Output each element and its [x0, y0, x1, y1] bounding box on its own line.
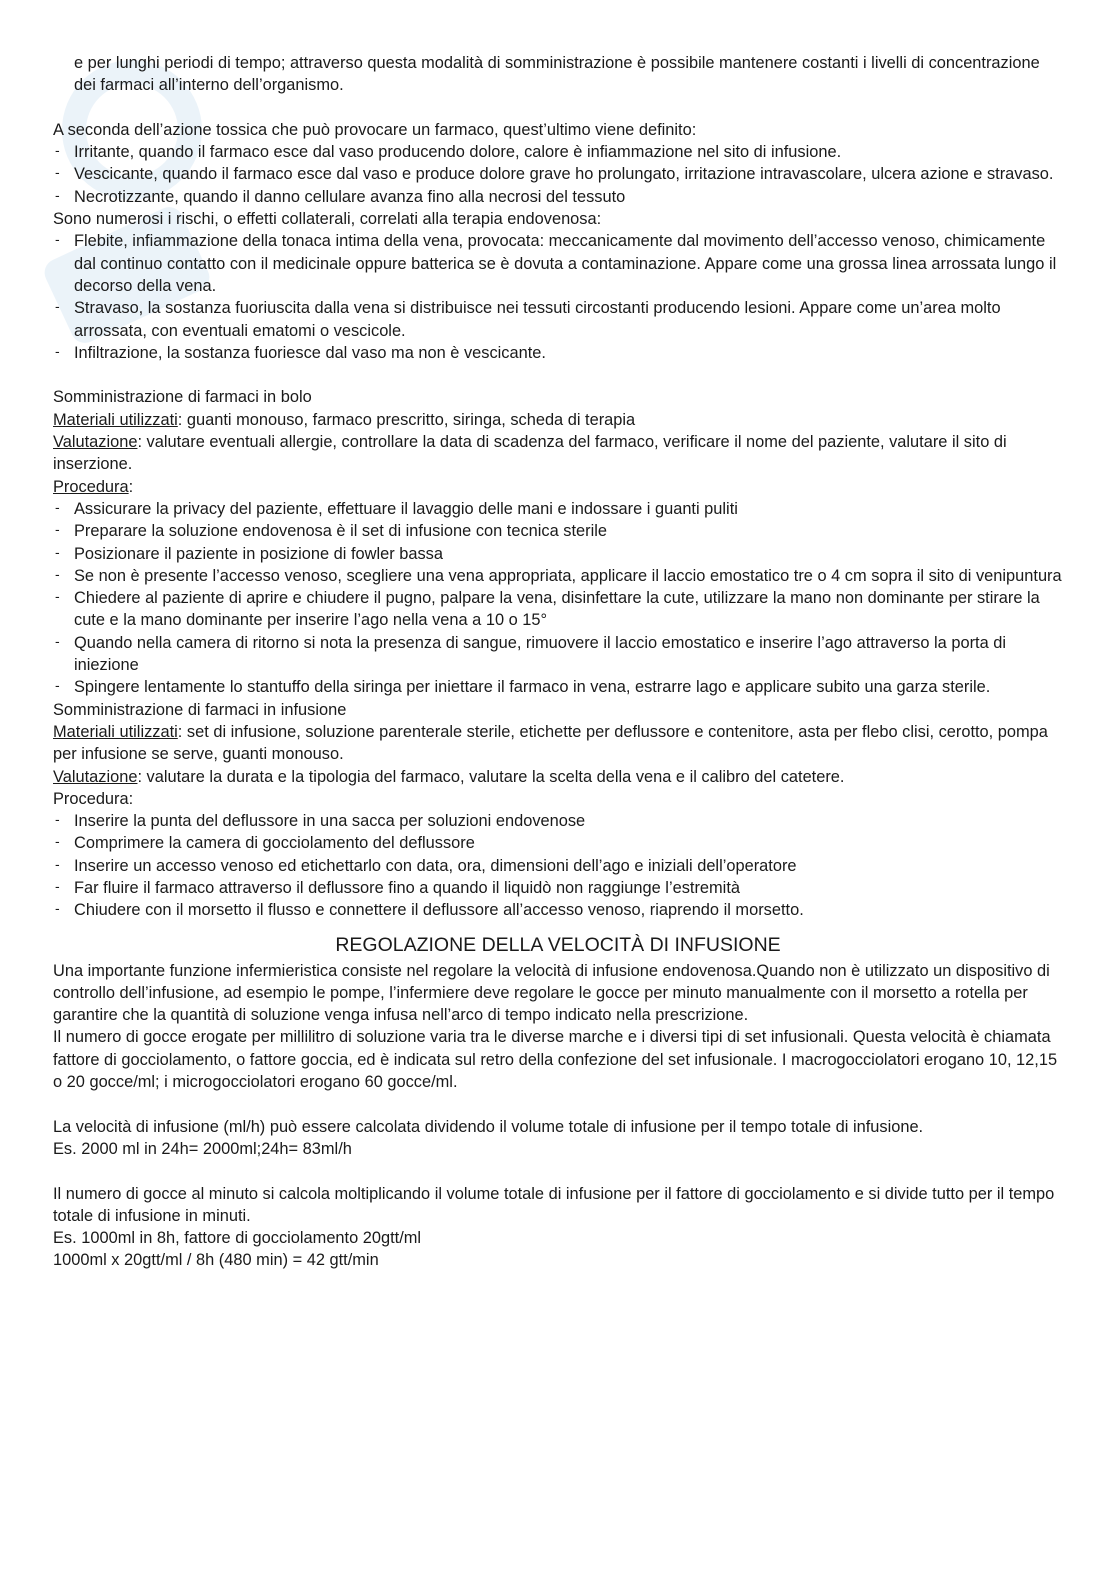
infusion-materials-text: : set di infusione, soluzione parenterale sterile, etichette per deflussore e contenitore, asta per flebo clisi, cerotto, pompa per infusione se serve, guanti monouso.	[53, 722, 1048, 764]
bolo-step: - Se non è presente l’accesso venoso, scegliere una vena appropriata, applicare il laccio emostatico tre o 4 cm sopra il sito di venipuntura	[53, 565, 1063, 587]
regulation-example-2b: 1000ml x 20gtt/ml / 8h (480 min) = 42 gtt/min	[53, 1251, 379, 1270]
bolo-procedure-suffix: :	[128, 477, 134, 496]
section-heading: REGOLAZIONE DELLA VELOCITÀ DI INFUSIONE	[335, 933, 781, 956]
regulation-example-1: Es. 2000 ml in 24h= 2000ml;24h= 83ml/h	[53, 1139, 352, 1158]
bolo-step: - Chiedere al paziente di aprire e chiudere il pugno, palpare la vena, disinfettare la cute, utilizzare la mano non dominante per stirare la cute e la mano dominante per inserire l’ago nella vena a 10 o 15°	[53, 587, 1063, 632]
infusion-evaluation-label: Valutazione	[53, 767, 138, 786]
bolo-procedure	[53, 476, 1063, 498]
toxic-item: - Necrotizzante, quando il danno cellulare avanza fino alla necrosi del tessuto	[53, 186, 1063, 208]
risks-lead: Sono numerosi i rischi, o effetti collaterali, correlati alla terapia endovenosa:	[53, 210, 602, 229]
bolo-materials	[53, 409, 1063, 431]
toxic-item: - Irritante, quando il farmaco esce dal vaso producendo dolore, calore è infiammazione nel sito di infusione.	[53, 141, 1063, 163]
regulation-example-2a: Es. 1000ml in 8h, fattore di gocciolamento 20gtt/ml	[53, 1229, 422, 1248]
bolo-materials-text: : guanti monouso, farmaco prescritto, siringa, scheda di terapia	[177, 410, 636, 429]
regulation-para-2: Il numero di gocce erogate per millilitro di soluzione varia tra le diverse marche e i diversi tipi di set infusionali. Questa velocità è chiamata fattore di gocciolamento, o fattore goccia, ed è indicata sul retro della confezione del set infusionale. I macrogocciolatori erogano 10, 12,15 o 20 gocce/ml; i microgocciolatori erogano 60 gocce/ml.	[53, 1028, 1058, 1092]
intro-continuation: e per lunghi periodi di tempo; attraverso questa modalità di somministrazione è possibile mantenere costanti i livelli di concentrazione dei farmaci all’interno dell’organismo.	[74, 54, 1040, 95]
infusion-materials	[53, 721, 1063, 766]
bolo-evaluation-text: : valutare eventuali allergie, controllare la data di scadenza del farmaco, verificare il nome del paziente, valutare il sito di inserzione.	[53, 433, 1007, 474]
toxic-item: - Vescicante, quando il farmaco esce dal vaso e produce dolore grave ho prolungato, irritazione intravascolare, ulcera azione e stravaso.	[53, 163, 1063, 185]
infusion-step: - Inserire un accesso venoso ed etichettarlo con data, ora, dimensioni dell’ago e iniziali dell’operatore	[53, 855, 1063, 877]
document-body	[53, 52, 1063, 1272]
infusion-procedure-label: Procedura:	[53, 789, 134, 808]
bolo-materials-label: Materiali utilizzati	[53, 410, 178, 429]
risk-item: - Stravaso, la sostanza fuoriuscita dalla vena si distribuisce nei tessuti circostanti producendo lesioni. Appare come un’area molto arrossata, con eventuali ematomi o vescicole.	[53, 297, 1063, 342]
toxic-lead: A seconda dell’azione tossica che può provocare un farmaco, quest’ultimo viene definito:	[53, 120, 697, 139]
infusion-step: - Far fluire il farmaco attraverso il deflussore fino a quando il liquidò non raggiunge l’estremità	[53, 877, 1063, 899]
regulation-para-4: Il numero di gocce al minuto si calcola moltiplicando il volume totale di infusione per il fattore di gocciolamento e si divide tutto per il tempo totale di infusione in minuti.	[53, 1184, 1055, 1225]
regulation-para-1: Una importante funzione infermieristica consiste nel regolare la velocità di infusione endovenosa.Quando non è utilizzato un dispositivo di controllo dell’infusione, ad esempio le pompe, l’infermiere deve regolare le gocce per minuto manualmente con il morsetto a rotella per garantire che la quantità di soluzione venga infusa nell’arco di tempo indicato nella prescrizione.	[53, 961, 1050, 1025]
risk-item: - Flebite, infiammazione della tonaca intima della vena, provocata: meccanicamente dal movimento dell’accesso venoso, chimicamente dal continuo contatto con il medicinale oppure batterica se è dovuta a contaminazione. Appare come una grossa linea arrossata lungo il decorso della vena.	[53, 230, 1063, 297]
bolo-step: - Preparare la soluzione endovenosa è il set di infusione con tecnica sterile	[53, 520, 1063, 542]
infusion-materials-label: Materiali utilizzati	[53, 722, 178, 741]
bolo-evaluation-label: Valutazione	[53, 433, 138, 452]
regulation-para-3: La velocità di infusione (ml/h) può essere calcolata dividendo il volume totale di infusione per il tempo totale di infusione.	[53, 1117, 924, 1136]
infusion-evaluation-text: : valutare la durata e la tipologia del farmaco, valutare la scelta della vena e il calibro del catetere.	[137, 767, 845, 786]
risk-item: - Infiltrazione, la sostanza fuoriesce dal vaso ma non è vescicante.	[53, 342, 1063, 364]
bolo-step: - Posizionare il paziente in posizione di fowler bassa	[53, 543, 1063, 565]
infusion-evaluation	[53, 766, 1063, 788]
bolo-procedure-label: Procedura	[53, 477, 129, 496]
infusion-step: - Comprimere la camera di gocciolamento del deflussore	[53, 832, 1063, 854]
infusion-step: - Inserire la punta del deflussore in una sacca per soluzioni endovenose	[53, 810, 1063, 832]
bolo-step: - Quando nella camera di ritorno si nota la presenza di sangue, rimuovere il laccio emostatico e inserire l’ago attraverso la porta di iniezione	[53, 632, 1063, 677]
bolo-title: Somministrazione di farmaci in bolo	[53, 388, 312, 407]
infusion-step: - Chiudere con il morsetto il flusso e connettere il deflussore all’accesso venoso, riaprendo il morsetto.	[53, 899, 1063, 921]
bolo-step: - Assicurare la privacy del paziente, effettuare il lavaggio delle mani e indossare i guanti puliti	[53, 498, 1063, 520]
bolo-step: - Spingere lentamente lo stantuffo della siringa per iniettare il farmaco in vena, estrarre lago e applicare subito una garza sterile.	[53, 676, 1063, 698]
bolo-evaluation	[53, 431, 1063, 476]
infusion-title: Somministrazione di farmaci in infusione	[53, 700, 347, 719]
